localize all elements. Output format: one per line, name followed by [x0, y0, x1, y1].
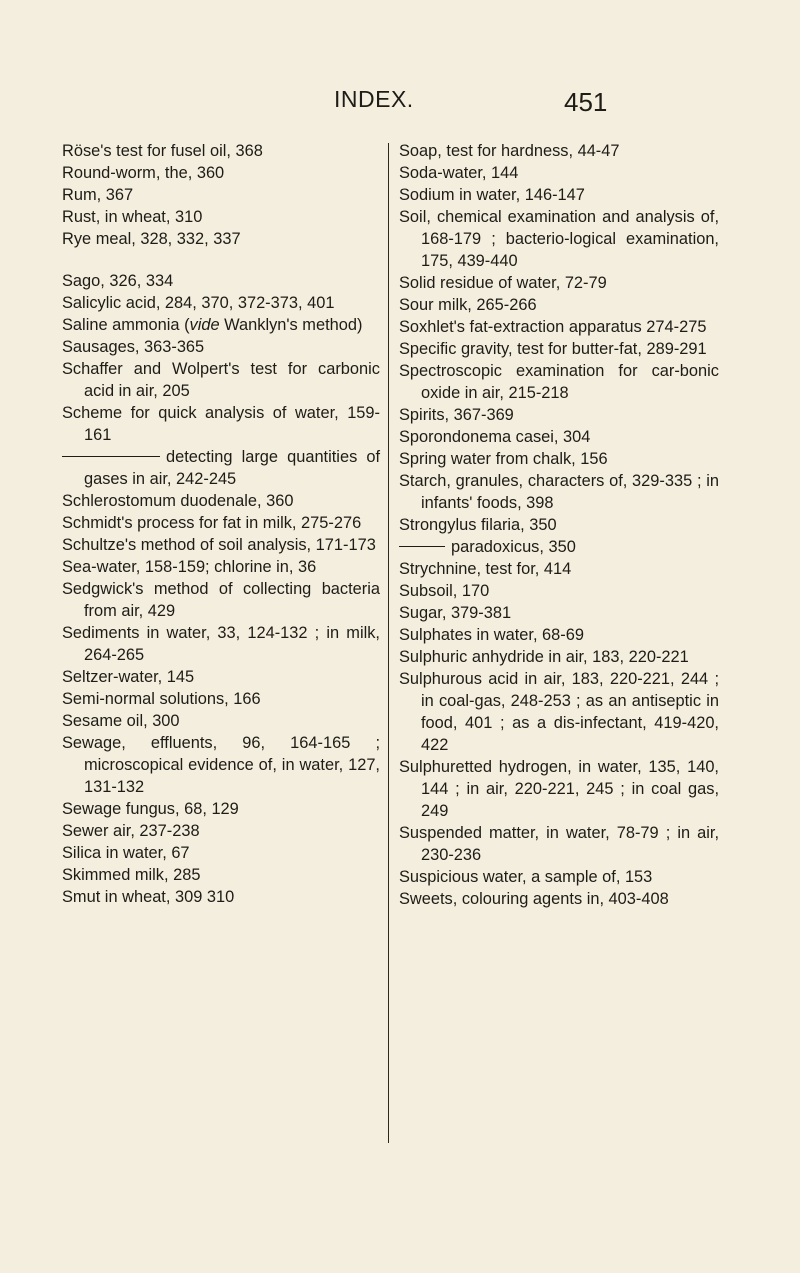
index-entry: Sulphurous acid in air, 183, 220-221, 244 ; in coal-gas, 248-253 ; as an antiseptic in food, 401 ; as a dis-infectant, 419-420, 422	[399, 670, 719, 754]
index-entry: Silica in water, 67	[62, 844, 190, 862]
ditto-dash	[62, 456, 160, 457]
index-entry: Schultze's method of soil analysis, 171-173	[62, 536, 376, 554]
index-entry: Starch, granules, characters of, 329-335 ; in infants' foods, 398	[399, 472, 719, 512]
index-entry: Schlerostomum duodenale, 360	[62, 492, 294, 510]
index-entry: Smut in wheat, 309 310	[62, 888, 235, 906]
index-entry: Schaffer and Wolpert's test for carbonic acid in air, 205	[62, 360, 380, 400]
index-entry	[399, 536, 719, 558]
index-entry: Sewage, effluents, 96, 164-165 ; microscopical evidence of, in water, 127, 131-132	[62, 734, 380, 796]
section-gap	[62, 250, 380, 270]
index-column-left	[62, 140, 380, 908]
index-entry: Spring water from chalk, 156	[399, 450, 608, 468]
page-number: 451	[564, 87, 608, 117]
entry-text: Wanklyn's method)	[219, 316, 363, 334]
index-entry: Sewer air, 237-238	[62, 822, 200, 840]
index-entry: Sea-water, 158-159; chlorine in, 36	[62, 558, 317, 576]
index-entry: Suspicious water, a sample of, 153	[399, 868, 653, 886]
index-entry: Sour milk, 265-266	[399, 296, 537, 314]
index-entry: Rust, in wheat, 310	[62, 208, 203, 226]
entry-text: Saline ammonia (	[62, 316, 190, 334]
index-entry: Sodium in water, 146-147	[399, 186, 585, 204]
index-entry: Sporondonema casei, 304	[399, 428, 591, 446]
index-entry: Rum, 367	[62, 186, 134, 204]
index-entry: Sweets, colouring agents in, 403-408	[399, 890, 669, 908]
index-entry: Röse's test for fusel oil, 368	[62, 142, 263, 160]
index-entry: Semi-normal solutions, 166	[62, 690, 261, 708]
index-entry: Rye meal, 328, 332, 337	[62, 230, 241, 248]
index-entry: Sedgwick's method of collecting bacteria from air, 429	[62, 580, 380, 620]
index-entry: Seltzer-water, 145	[62, 668, 195, 686]
index-entry: Strongylus filaria, 350	[399, 516, 557, 534]
index-entry: Schmidt's process for fat in milk, 275-276	[62, 514, 362, 532]
index-entry: Salicylic acid, 284, 370, 372-373, 401	[62, 294, 335, 312]
index-entry: Round-worm, the, 360	[62, 164, 225, 182]
column-divider	[388, 143, 389, 1143]
index-entry: Sulphuric anhydride in air, 183, 220-221	[399, 648, 689, 666]
index-entry: Subsoil, 170	[399, 582, 490, 600]
index-entry: Specific gravity, test for butter-fat, 289-291	[399, 340, 707, 358]
page-title: INDEX.	[334, 86, 414, 112]
index-entry: Solid residue of water, 72-79	[399, 274, 607, 292]
index-entry: Spectroscopic examination for car-bonic oxide in air, 215-218	[399, 362, 719, 402]
index-entry: Soxhlet's fat-extraction apparatus 274-275	[399, 318, 707, 336]
index-entry	[62, 314, 380, 336]
entry-text: detecting large quantities of gases in air, 242-245	[84, 448, 380, 488]
index-entry: Spirits, 367-369	[399, 406, 514, 424]
index-entry: Sulphates in water, 68-69	[399, 626, 584, 644]
index-entry: Sewage fungus, 68, 129	[62, 800, 239, 818]
ditto-dash	[399, 546, 445, 547]
index-entry: Sugar, 379-381	[399, 604, 512, 622]
index-entry: Scheme for quick analysis of water, 159-161	[62, 404, 380, 444]
entry-italic: vide	[189, 316, 220, 334]
index-entry: Sulphuretted hydrogen, in water, 135, 140, 144 ; in air, 220-221, 245 ; in coal gas, 249	[399, 758, 719, 820]
index-entry	[62, 446, 380, 490]
page-header	[0, 86, 800, 130]
index-entry: Soil, chemical examination and analysis of, 168-179 ; bacterio-logical examination, 175, 439-440	[399, 208, 719, 270]
index-column-right	[399, 140, 719, 910]
index-entry: Strychnine, test for, 414	[399, 560, 572, 578]
index-entry: Suspended matter, in water, 78-79 ; in air, 230-236	[399, 824, 719, 864]
index-entry: Soda-water, 144	[399, 164, 519, 182]
entry-text: paradoxicus, 350	[451, 538, 576, 556]
index-entry: Sediments in water, 33, 124-132 ; in milk, 264-265	[62, 624, 380, 664]
index-entry: Soap, test for hardness, 44-47	[399, 142, 620, 160]
index-entry: Sago, 326, 334	[62, 272, 174, 290]
index-entry: Skimmed milk, 285	[62, 866, 201, 884]
index-entry: Sesame oil, 300	[62, 712, 180, 730]
index-entry: Sausages, 363-365	[62, 338, 205, 356]
